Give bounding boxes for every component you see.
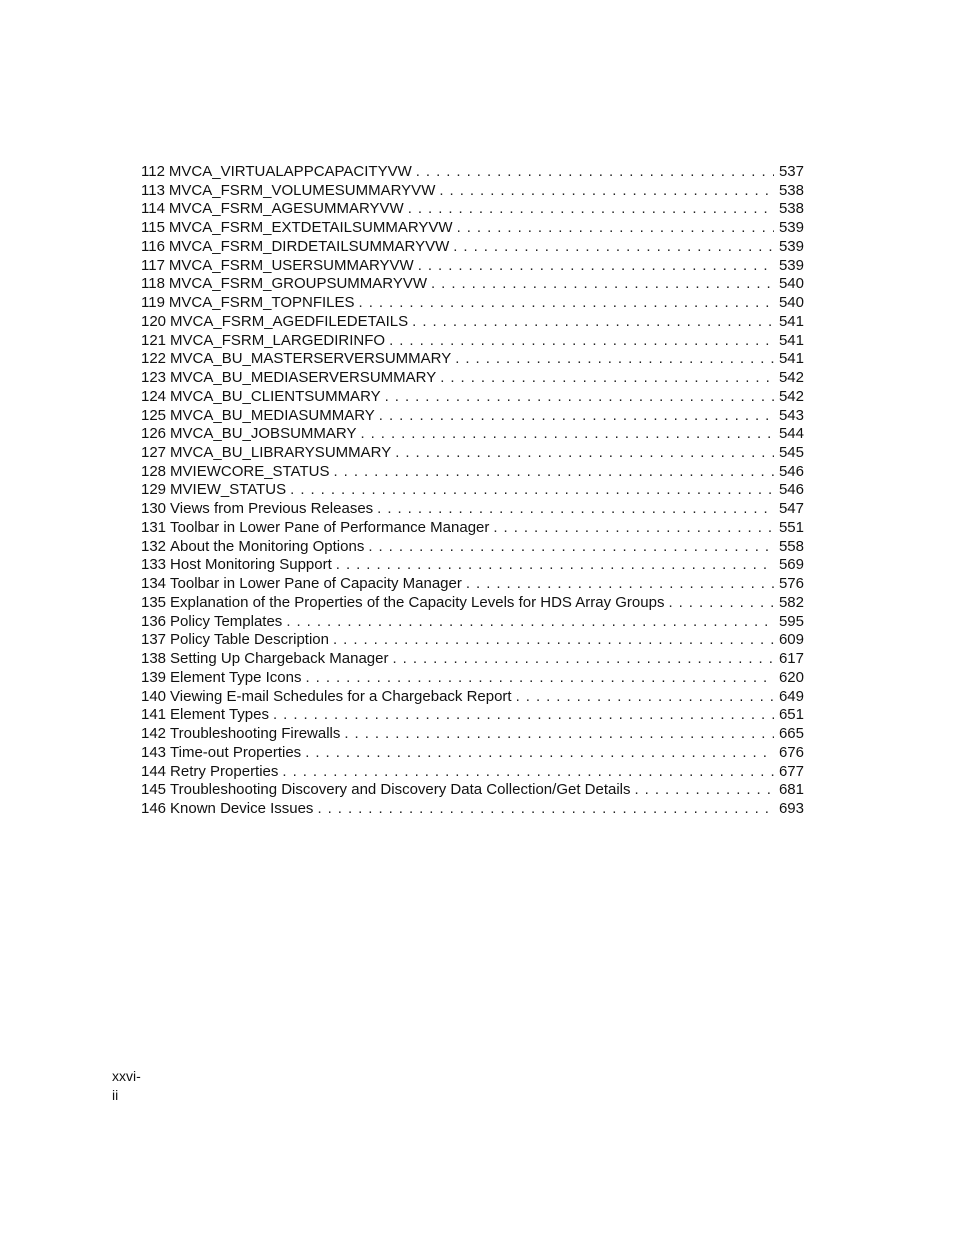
toc-dot-leader <box>418 257 774 276</box>
toc-entry[interactable] <box>141 219 804 238</box>
toc-entry-page-number: 545 <box>778 444 804 462</box>
toc-entry[interactable] <box>141 313 804 332</box>
toc-entry[interactable] <box>141 594 804 613</box>
toc-entry-page-number: 609 <box>778 631 804 649</box>
toc-entry-number: 141 <box>141 706 167 724</box>
toc-entry[interactable] <box>141 350 804 369</box>
toc-entry-title: Troubleshooting Discovery and Discovery Data Collection/Get Details <box>170 781 631 799</box>
toc-entry-number: 146 <box>141 799 167 817</box>
toc-dot-leader <box>368 538 774 557</box>
toc-entry[interactable] <box>141 425 804 444</box>
table-of-contents-list <box>141 163 804 819</box>
toc-entry-title: MVCA_BU_MEDIASUMMARY <box>170 406 375 424</box>
toc-entry[interactable] <box>141 275 804 294</box>
toc-entry-number: 137 <box>141 631 167 649</box>
toc-entry[interactable] <box>141 182 804 201</box>
toc-entry-page-number: 540 <box>778 275 804 293</box>
toc-entry-title: Element Types <box>170 706 269 724</box>
toc-entry-page-number: 541 <box>778 312 804 330</box>
toc-entry-number: 120 <box>141 312 167 330</box>
toc-entry-number: 143 <box>141 743 167 761</box>
toc-entry-page-number: 681 <box>778 781 804 799</box>
toc-entry[interactable] <box>141 332 804 351</box>
toc-entry-page-number: 539 <box>778 219 804 237</box>
toc-entry-number: 135 <box>141 593 167 611</box>
toc-entry-title: MVCA_FSRM_GROUPSUMMARYVW <box>168 275 428 293</box>
toc-entry[interactable] <box>141 688 804 707</box>
toc-entry-number: 133 <box>141 556 167 574</box>
toc-entry-title: MVCA_FSRM_EXTDETAILSUMMARYVW <box>168 219 453 237</box>
toc-entry[interactable] <box>141 631 804 650</box>
toc-entry-title: MVCA_BU_LIBRARYSUMMARY <box>170 444 392 462</box>
toc-entry-title: MVCA_BU_JOBSUMMARY <box>170 425 357 443</box>
toc-dot-leader <box>439 182 774 201</box>
toc-dot-leader <box>286 613 774 632</box>
toc-entry-page-number: 544 <box>778 425 804 443</box>
toc-entry-page-number: 542 <box>778 387 804 405</box>
toc-dot-leader <box>635 781 774 800</box>
toc-entry-page-number: 543 <box>778 406 804 424</box>
toc-entry-number: 126 <box>141 425 167 443</box>
toc-entry-number: 129 <box>141 481 167 499</box>
toc-entry-page-number: 541 <box>778 331 804 349</box>
toc-entry-number: 142 <box>141 725 167 743</box>
toc-entry-number: 117 <box>141 256 165 274</box>
toc-entry-page-number: 537 <box>778 163 804 180</box>
toc-entry[interactable] <box>141 388 804 407</box>
toc-entry-page-number: 676 <box>778 743 804 761</box>
toc-entry[interactable] <box>141 369 804 388</box>
page-number <box>112 1067 152 1105</box>
toc-entry-number: 122 <box>141 350 167 368</box>
toc-entry-title: MVIEWCORE_STATUS <box>170 462 330 480</box>
toc-entry-title: MVCA_FSRM_DIRDETAILSUMMARYVW <box>168 237 450 255</box>
toc-entry-page-number: 665 <box>778 725 804 743</box>
toc-dot-leader <box>457 219 774 238</box>
toc-entry[interactable] <box>141 200 804 219</box>
toc-entry-number: 130 <box>141 500 167 518</box>
toc-entry-title: Policy Table Description <box>170 631 329 649</box>
toc-entry-page-number: 595 <box>778 612 804 630</box>
toc-dot-leader <box>379 407 774 426</box>
toc-dot-leader <box>416 163 774 182</box>
toc-dot-leader <box>440 369 774 388</box>
toc-entry-title: Policy Templates <box>170 612 283 630</box>
toc-dot-leader <box>344 725 774 744</box>
toc-entry-number: 123 <box>141 369 167 387</box>
toc-entry-page-number: 582 <box>778 593 804 611</box>
toc-entry-title: Toolbar in Lower Pane of Capacity Manager <box>170 575 462 593</box>
toc-entry-title: MVCA_BU_CLIENTSUMMARY <box>170 387 381 405</box>
toc-entry-page-number: 542 <box>778 369 804 387</box>
toc-entry[interactable] <box>141 725 804 744</box>
toc-entry-number: 131 <box>141 518 167 536</box>
toc-dot-leader <box>455 350 774 369</box>
toc-entry-page-number: 547 <box>778 500 804 518</box>
toc-dot-leader <box>336 556 774 575</box>
toc-entry-title: MVCA_FSRM_VOLUMESUMMARYVW <box>168 181 436 199</box>
toc-entry-title: Element Type Icons <box>170 668 302 686</box>
toc-dot-leader <box>395 444 774 463</box>
toc-entry[interactable] <box>141 407 804 426</box>
toc-dot-leader <box>668 594 774 613</box>
toc-entry-title: MVCA_FSRM_LARGEDIRINFO <box>170 331 386 349</box>
toc-entry-number: 127 <box>141 444 167 462</box>
toc-entry-number: 145 <box>141 781 167 799</box>
toc-entry-page-number: 538 <box>778 200 804 218</box>
toc-dot-leader <box>453 238 774 257</box>
toc-entry[interactable] <box>141 800 804 819</box>
toc-entry-number: 134 <box>141 575 167 593</box>
toc-dot-leader <box>306 669 774 688</box>
toc-entry-title: Setting Up Chargeback Manager <box>170 650 389 668</box>
toc-entry-number: 125 <box>141 406 167 424</box>
toc-dot-leader <box>466 575 774 594</box>
toc-dot-leader <box>273 706 774 725</box>
toc-entry-number: 113 <box>141 181 165 199</box>
toc-entry-number: 112 <box>141 163 165 180</box>
toc-entry-title: MVCA_VIRTUALAPPCAPACITYVW <box>168 163 412 180</box>
toc-entry-number: 116 <box>141 237 165 255</box>
toc-entry[interactable] <box>141 163 804 182</box>
toc-entry-number: 128 <box>141 462 167 480</box>
toc-dot-leader <box>282 763 774 782</box>
toc-entry-title: Toolbar in Lower Pane of Performance Manager <box>170 518 490 536</box>
toc-dot-leader <box>431 275 774 294</box>
toc-entry-title: About the Monitoring Options <box>170 537 365 555</box>
toc-dot-leader <box>359 294 774 313</box>
toc-entry-page-number: 651 <box>778 706 804 724</box>
toc-entry-page-number: 649 <box>778 687 804 705</box>
toc-entry-number: 118 <box>141 275 165 293</box>
toc-entry-title: Known Device Issues <box>170 799 314 817</box>
toc-entry-title: Retry Properties <box>170 762 279 780</box>
toc-entry-title: Views from Previous Releases <box>170 500 374 518</box>
toc-entry[interactable] <box>141 463 804 482</box>
toc-dot-leader <box>412 313 774 332</box>
toc-dot-leader <box>493 519 774 538</box>
toc-entry-title: Time-out Properties <box>170 743 302 761</box>
toc-entry-title: Explanation of the Properties of the Capacity Levels for HDS Array Groups <box>170 593 665 611</box>
page-number-line-2: ii <box>112 1087 119 1103</box>
toc-entry-page-number: 558 <box>778 537 804 555</box>
toc-entry[interactable] <box>141 238 804 257</box>
toc-dot-leader <box>377 500 774 519</box>
toc-entry-page-number: 617 <box>778 650 804 668</box>
toc-dot-leader <box>334 463 774 482</box>
toc-entry-page-number: 538 <box>778 181 804 199</box>
toc-entry[interactable] <box>141 706 804 725</box>
toc-entry-page-number: 546 <box>778 462 804 480</box>
toc-dot-leader <box>408 200 774 219</box>
toc-entry-page-number: 620 <box>778 668 804 686</box>
toc-entry-title: Troubleshooting Firewalls <box>170 725 341 743</box>
toc-dot-leader <box>305 744 774 763</box>
toc-entry[interactable] <box>141 613 804 632</box>
toc-dot-leader <box>516 688 774 707</box>
toc-entry[interactable] <box>141 538 804 557</box>
toc-entry-title: MVCA_FSRM_TOPNFILES <box>168 294 355 312</box>
toc-entry[interactable] <box>141 744 804 763</box>
toc-entry-page-number: 693 <box>778 799 804 817</box>
toc-dot-leader <box>317 800 774 819</box>
toc-entry-number: 132 <box>141 537 167 555</box>
toc-entry-title: MVCA_FSRM_USERSUMMARYVW <box>168 256 414 274</box>
page-number-line-1: xxvi- <box>112 1068 141 1084</box>
toc-entry-number: 138 <box>141 650 167 668</box>
toc-dot-leader <box>393 650 774 669</box>
toc-entry[interactable] <box>141 650 804 669</box>
toc-entry[interactable] <box>141 294 804 313</box>
toc-entry-page-number: 677 <box>778 762 804 780</box>
toc-entry-page-number: 551 <box>778 518 804 536</box>
toc-entry-title: MVCA_BU_MASTERSERVERSUMMARY <box>170 350 452 368</box>
toc-entry[interactable] <box>141 763 804 782</box>
toc-entry-page-number: 541 <box>778 350 804 368</box>
toc-dot-leader <box>389 332 774 351</box>
toc-dot-leader <box>290 481 774 500</box>
toc-entry[interactable] <box>141 575 804 594</box>
toc-dot-leader <box>360 425 774 444</box>
toc-entry-number: 119 <box>141 294 165 312</box>
toc-entry[interactable] <box>141 481 804 500</box>
toc-dot-leader <box>385 388 774 407</box>
toc-entry[interactable] <box>141 556 804 575</box>
toc-entry-title: MVCA_BU_MEDIASERVERSUMMARY <box>170 369 437 387</box>
toc-entry-number: 140 <box>141 687 167 705</box>
toc-entry[interactable] <box>141 257 804 276</box>
toc-dot-leader <box>333 631 774 650</box>
toc-entry-number: 144 <box>141 762 167 780</box>
toc-entry-number: 115 <box>141 219 165 237</box>
toc-entry[interactable] <box>141 669 804 688</box>
toc-entry-page-number: 539 <box>778 256 804 274</box>
toc-entry-page-number: 569 <box>778 556 804 574</box>
toc-entry-title: MVCA_FSRM_AGEDFILEDETAILS <box>170 312 409 330</box>
toc-entry-title: Viewing E-mail Schedules for a Chargeback Report <box>170 687 512 705</box>
toc-entry-page-number: 576 <box>778 575 804 593</box>
toc-entry-number: 139 <box>141 668 167 686</box>
toc-entry[interactable] <box>141 444 804 463</box>
toc-entry[interactable] <box>141 781 804 800</box>
toc-entry-page-number: 540 <box>778 294 804 312</box>
toc-entry[interactable] <box>141 519 804 538</box>
toc-entry-number: 136 <box>141 612 167 630</box>
toc-entry[interactable] <box>141 500 804 519</box>
toc-entry-title: MVIEW_STATUS <box>170 481 287 499</box>
toc-entry-title: Host Monitoring Support <box>170 556 332 574</box>
toc-entry-title: MVCA_FSRM_AGESUMMARYVW <box>168 200 404 218</box>
toc-entry-number: 124 <box>141 387 167 405</box>
toc-entry-number: 114 <box>141 200 165 218</box>
toc-entry-page-number: 539 <box>778 237 804 255</box>
toc-entry-number: 121 <box>141 331 167 349</box>
toc-entry-page-number: 546 <box>778 481 804 499</box>
